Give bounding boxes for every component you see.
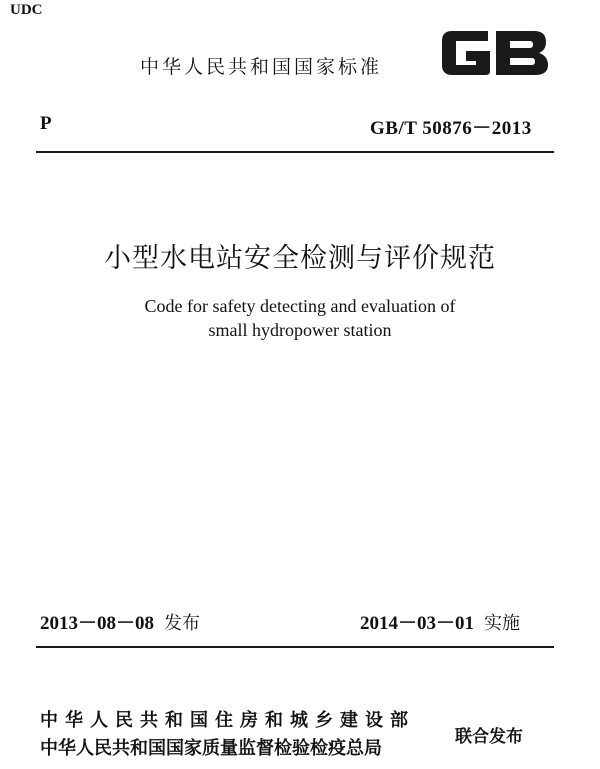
joint-issue-label: 联合发布 bbox=[455, 727, 523, 747]
standard-number: GB/T 50876－2013 bbox=[370, 118, 532, 139]
udc-label: UDC bbox=[10, 2, 43, 18]
bottom-divider bbox=[36, 646, 554, 648]
title-chinese: 小型水电站安全检测与评价规范 bbox=[104, 243, 496, 274]
classification-code: P bbox=[40, 113, 52, 134]
issued-date-line bbox=[40, 608, 200, 635]
issuer-administration: 中华人民共和国国家质量监督检验检疫总局 bbox=[40, 738, 382, 759]
title-english-line2: small hydropower station bbox=[208, 320, 392, 340]
gb-logo bbox=[436, 25, 554, 81]
issuer-ministry: 中华人民共和国住房和城乡建设部 bbox=[40, 710, 415, 731]
standard-type-heading: 中华人民共和国国家标准 bbox=[140, 56, 383, 78]
effective-label: 实施 bbox=[484, 613, 521, 634]
top-divider bbox=[36, 151, 554, 153]
title-english-line1: Code for safety detecting and evaluation of bbox=[144, 296, 456, 316]
issued-date: 2013－08－08 bbox=[40, 613, 155, 634]
effective-date: 2014－03－01 bbox=[360, 613, 475, 634]
effective-date-line bbox=[360, 608, 520, 635]
issued-label: 发布 bbox=[164, 613, 201, 634]
